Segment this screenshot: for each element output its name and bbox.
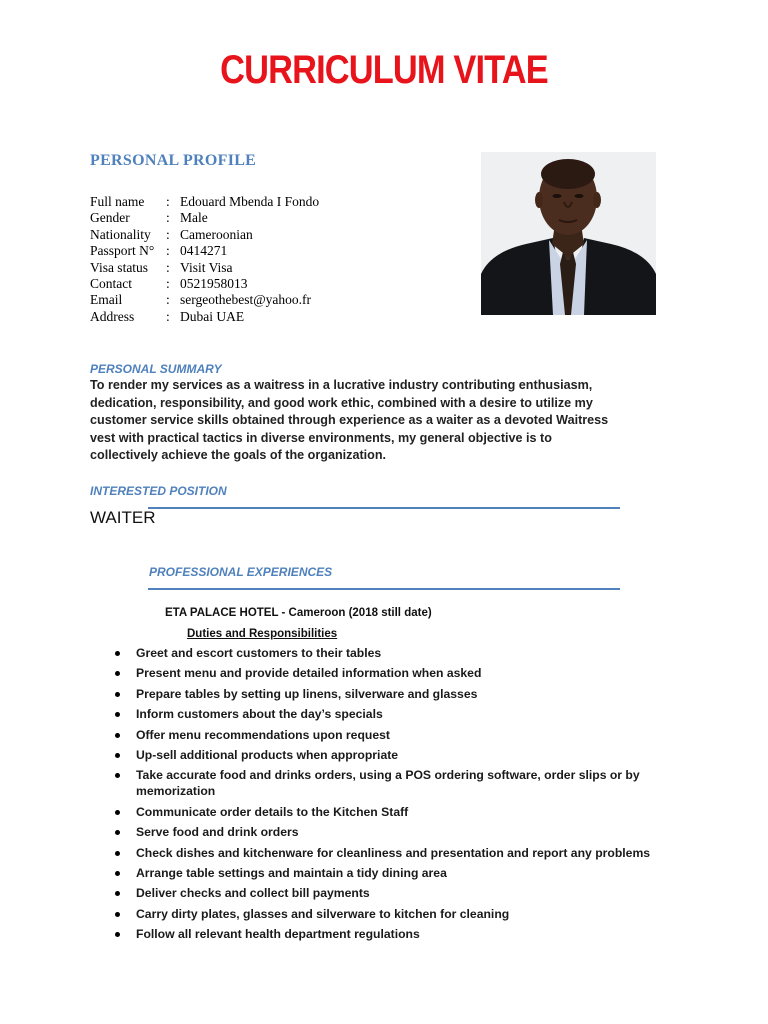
info-separator: : <box>166 210 170 226</box>
info-label: Nationality <box>90 226 151 242</box>
info-separator: : <box>166 308 170 324</box>
list-item: Greet and escort customers to their tables <box>112 645 652 661</box>
list-item: Deliver checks and collect bill payments <box>112 885 652 901</box>
info-row-visa-status <box>90 260 319 276</box>
personal-summary-heading: PERSONAL SUMMARY <box>90 362 222 376</box>
info-value: 0521958013 <box>180 275 248 291</box>
info-value: Dubai UAE <box>180 308 245 324</box>
info-label: Passport N° <box>90 243 155 259</box>
info-label: Contact <box>90 275 132 291</box>
info-separator: : <box>166 226 170 242</box>
info-value: Visit Visa <box>180 259 233 275</box>
list-item: Prepare tables by setting up linens, silverware and glasses <box>112 686 652 702</box>
personal-info-list <box>90 194 319 325</box>
info-row-contact <box>90 276 319 292</box>
list-item: Take accurate food and drinks orders, using a POS ordering software, order slips or by memorization <box>112 767 652 799</box>
info-value: Edouard Mbenda I Fondo <box>180 194 320 209</box>
duties-title: Duties and Responsibilities <box>187 628 338 640</box>
info-separator: : <box>166 292 170 308</box>
section-divider <box>148 507 620 509</box>
info-row-address <box>90 309 319 325</box>
info-separator: : <box>166 243 170 259</box>
interested-position-heading: INTERESTED POSITION <box>90 484 227 498</box>
info-separator: : <box>166 275 170 291</box>
duties-list <box>112 645 652 946</box>
list-item: Arrange table settings and maintain a tidy dining area <box>112 865 652 881</box>
info-value: sergeothebest@yahoo.fr <box>180 292 312 308</box>
list-item: Check dishes and kitchenware for cleanliness and presentation and report any problems <box>112 845 652 861</box>
cv-title: CURRICULUM VITAE <box>220 48 548 92</box>
list-item: Serve food and drink orders <box>112 824 652 840</box>
list-item: Offer menu recommendations upon request <box>112 727 652 743</box>
info-row-full-name <box>90 194 319 210</box>
info-label: Full name <box>90 194 145 209</box>
info-row-email <box>90 292 319 308</box>
list-item: Carry dirty plates, glasses and silverware to kitchen for cleaning <box>112 906 652 922</box>
interested-position-value: WAITER <box>90 508 156 527</box>
info-label: Visa status <box>90 259 149 275</box>
list-item: Up-sell additional products when appropriate <box>112 747 652 763</box>
info-separator: : <box>166 194 170 209</box>
info-value: Cameroonian <box>180 226 253 242</box>
profile-photo <box>481 152 656 315</box>
personal-summary-text: To render my services as a waitress in a lucrative industry contributing enthusiasm, dedication, responsibility, and good work ethic, combined with a desire to utilize my customer service skills obtained through experience as a waiter as a devoted Waitress vest with practical tactics in diverse environments, my general objective is to collectively achieve the goals of the organization. <box>90 378 609 463</box>
info-value: Male <box>180 210 208 226</box>
list-item: Follow all relevant health department regulations <box>112 926 652 942</box>
profile-photo-illustration <box>481 152 656 315</box>
info-row-nationality <box>90 227 319 243</box>
section-divider <box>148 588 620 590</box>
info-row-passport <box>90 243 319 259</box>
personal-profile-heading: PERSONAL PROFILE <box>90 152 257 169</box>
info-row-gender <box>90 210 319 226</box>
list-item: Present menu and provide detailed information when asked <box>112 665 652 681</box>
professional-experiences-heading: PROFESSIONAL EXPERIENCES <box>149 565 333 579</box>
info-label: Gender <box>90 210 130 226</box>
employer-line: ETA PALACE HOTEL - Cameroon (2018 still date) <box>165 607 432 619</box>
info-value: 0414271 <box>180 243 228 259</box>
info-separator: : <box>166 259 170 275</box>
list-item: Communicate order details to the Kitchen Staff <box>112 804 652 820</box>
info-label: Email <box>90 292 123 308</box>
list-item: Inform customers about the day’s specials <box>112 706 652 722</box>
info-label: Address <box>90 308 135 324</box>
